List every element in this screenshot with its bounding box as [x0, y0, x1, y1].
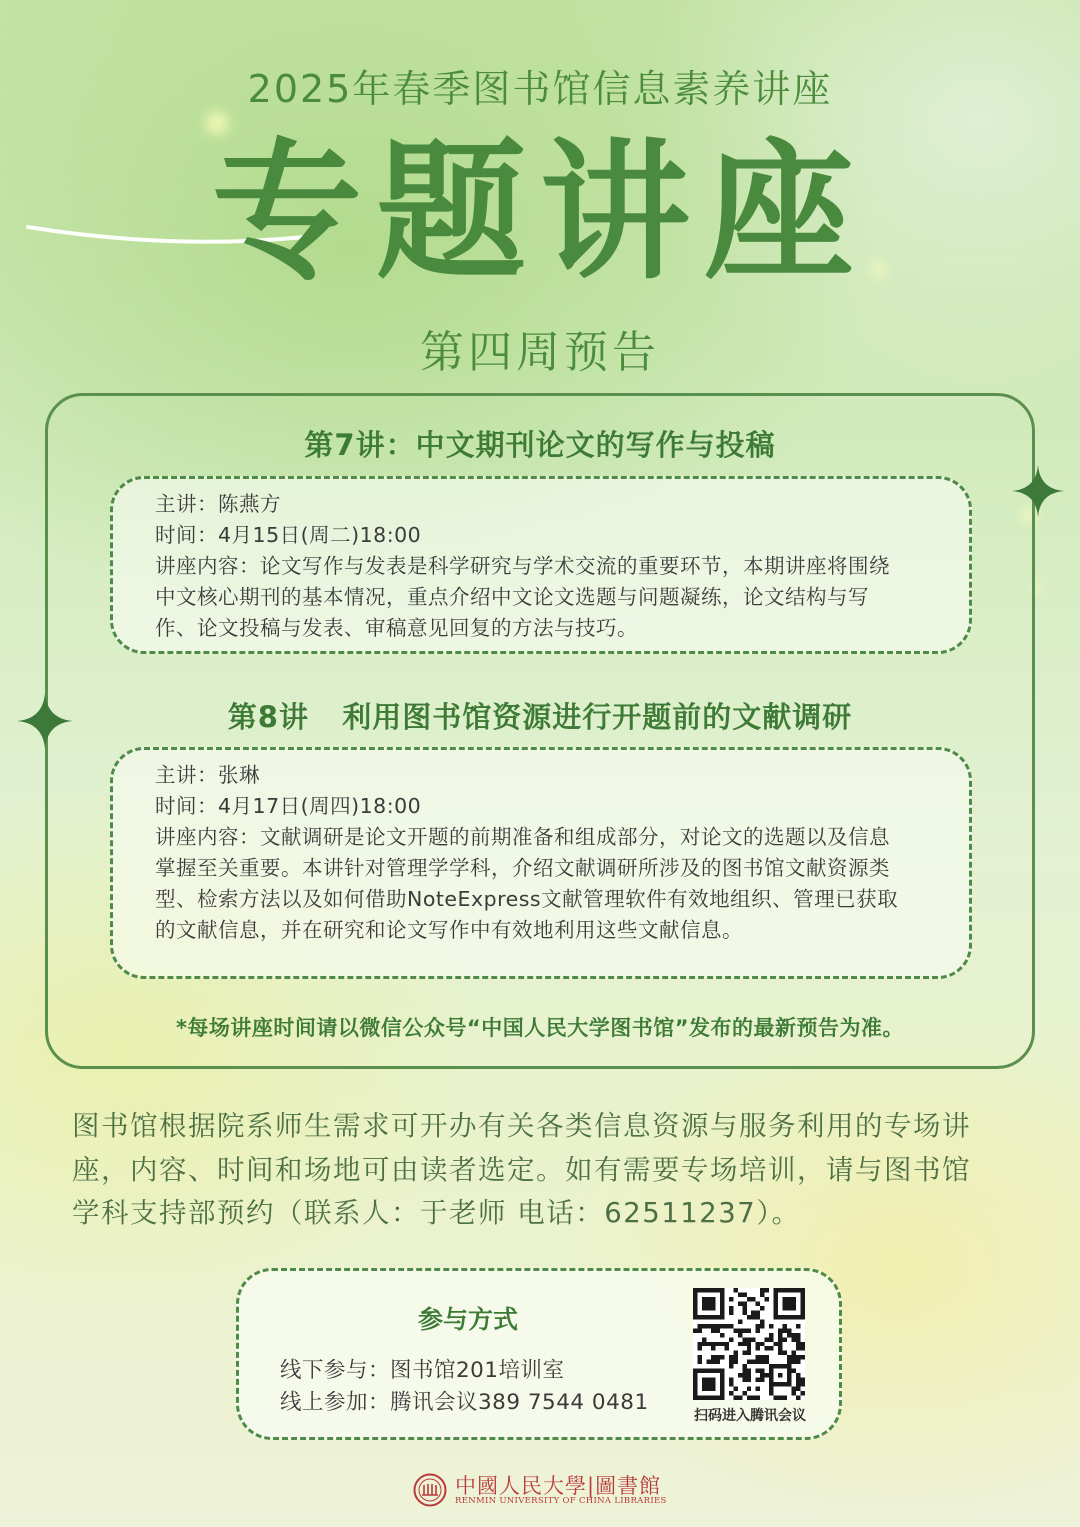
content-line: 掌握至关重要。本讲针对管理学学科，介绍文献调研所涉及的图书馆文献资源类 — [155, 856, 890, 880]
qr-caption: 扫码进入腾讯会议 — [694, 1408, 806, 1424]
qr-code-icon[interactable] — [693, 1288, 805, 1400]
lecture-7-details — [110, 476, 972, 654]
speaker: 主讲：张琳 — [155, 763, 260, 787]
sparkle-icon — [1012, 465, 1064, 517]
participation-title: 参与方式 — [417, 1305, 518, 1334]
content-line: 作、论文投稿与发表、审稿意见回复的方法与技巧。 — [155, 616, 638, 640]
lecture-8-details — [110, 747, 972, 979]
library-logo-text: 中國人民大學|圖書館 — [455, 1474, 662, 1498]
time: 时间：4月17日(周四)18:00 — [155, 794, 422, 818]
page-title: 专题讲座 — [211, 124, 868, 300]
week-title: 第四周预告 — [420, 327, 660, 378]
time: 时间：4月15日(周二)18:00 — [155, 523, 422, 547]
lecture-7-heading: 第7讲：中文期刊论文的写作与投稿 — [304, 428, 776, 462]
offline-info: 线下参与：图书馆201培训室 — [280, 1358, 565, 1383]
library-logo-english: RENMIN UNIVERSITY OF CHINA LIBRARIES — [455, 1496, 667, 1506]
content-line: 的文献信息，并在研究和论文写作中有效地利用这些文献信息。 — [155, 918, 743, 942]
speaker: 主讲：陈燕方 — [155, 492, 281, 516]
intro-line: 图书馆根据院系师生需求可开办有关各类信息资源与服务利用的专场讲 — [72, 1110, 971, 1142]
content-line: 型、检索方法以及如何借助NoteExpress文献管理软件有效地组织、管理已获取 — [155, 887, 899, 911]
content-line: 讲座内容：论文写作与发表是科学研究与学术交流的重要环节，本期讲座将围绕 — [155, 554, 890, 578]
university-seal-icon — [413, 1473, 447, 1507]
schedule-notice: *每场讲座时间请以微信公众号“中国人民大学图书馆”发布的最新预告为准。 — [175, 1016, 905, 1040]
custom-training-intro — [72, 1105, 1022, 1236]
intro-line: 学科支持部预约（联系人：于老师 电话：62511237）。 — [72, 1197, 801, 1229]
online-info: 线上参加：腾讯会议389 7544 0481 — [280, 1390, 649, 1415]
intro-line: 座，内容、时间和场地可由读者选定。如有需要专场培训，请与图书馆 — [72, 1153, 971, 1186]
series-subtitle: 2025年春季图书馆信息素养讲座 — [247, 67, 833, 111]
content-line: 讲座内容：文献调研是论文开题的前期准备和组成部分，对论文的选题以及信息 — [155, 825, 890, 849]
content-line: 中文核心期刊的基本情况，重点介绍中文论文选题与问题凝练，论文结构与写 — [155, 585, 869, 609]
lecture-8-heading: 第8讲 利用图书馆资源进行开题前的文献调研 — [227, 700, 853, 734]
